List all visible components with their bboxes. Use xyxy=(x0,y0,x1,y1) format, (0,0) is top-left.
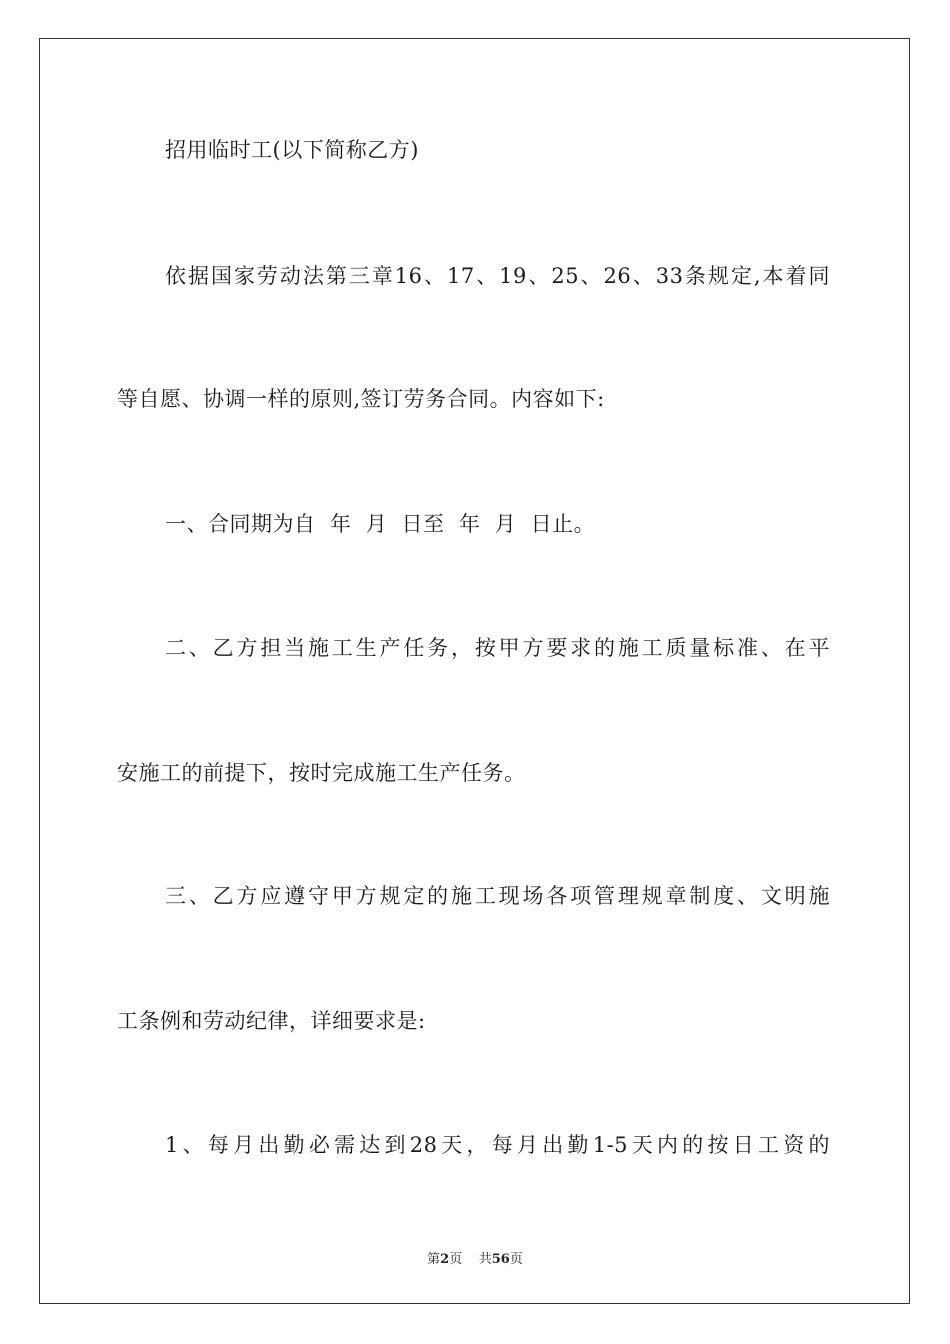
paragraph-line-7: 三、乙方应遵守甲方规定的施工现场各项管理规章制度、文明施 xyxy=(165,884,830,908)
paragraph-line-8: 工条例和劳动纪律，详细要求是: xyxy=(117,1009,426,1033)
footer-total-pages: 56 xyxy=(491,1252,510,1267)
paragraph-line-6: 安施工的前提下，按时完成施工生产任务。 xyxy=(117,761,526,785)
paragraph-line-2: 依据国家劳动法第三章16、17、19、25、26、33条规定,本着同 xyxy=(165,264,830,288)
footer-current-page: 2 xyxy=(440,1252,450,1267)
page-footer xyxy=(0,1248,950,1267)
footer-prefix: 第 xyxy=(427,1252,441,1267)
footer-total-suffix: 页 xyxy=(509,1252,523,1267)
paragraph-line-1: 招用临时工(以下简称乙方) xyxy=(165,138,419,162)
page-border xyxy=(39,38,910,1304)
paragraph-line-5: 二、乙方担当施工生产任务，按甲方要求的施工质量标准、在平 xyxy=(165,636,830,660)
paragraph-line-9: 1、每月出勤必需达到28天，每月出勤1-5天内的按日工资的 xyxy=(165,1133,830,1157)
paragraph-line-3: 等自愿、协调一样的原则,签订劳务合同。内容如下: xyxy=(117,387,605,411)
paragraph-line-4: 一、合同期为自 年 月 日至 年 月 日止。 xyxy=(165,512,596,536)
footer-total-prefix: 共 xyxy=(478,1252,492,1267)
footer-page-suffix: 页 xyxy=(449,1252,463,1267)
